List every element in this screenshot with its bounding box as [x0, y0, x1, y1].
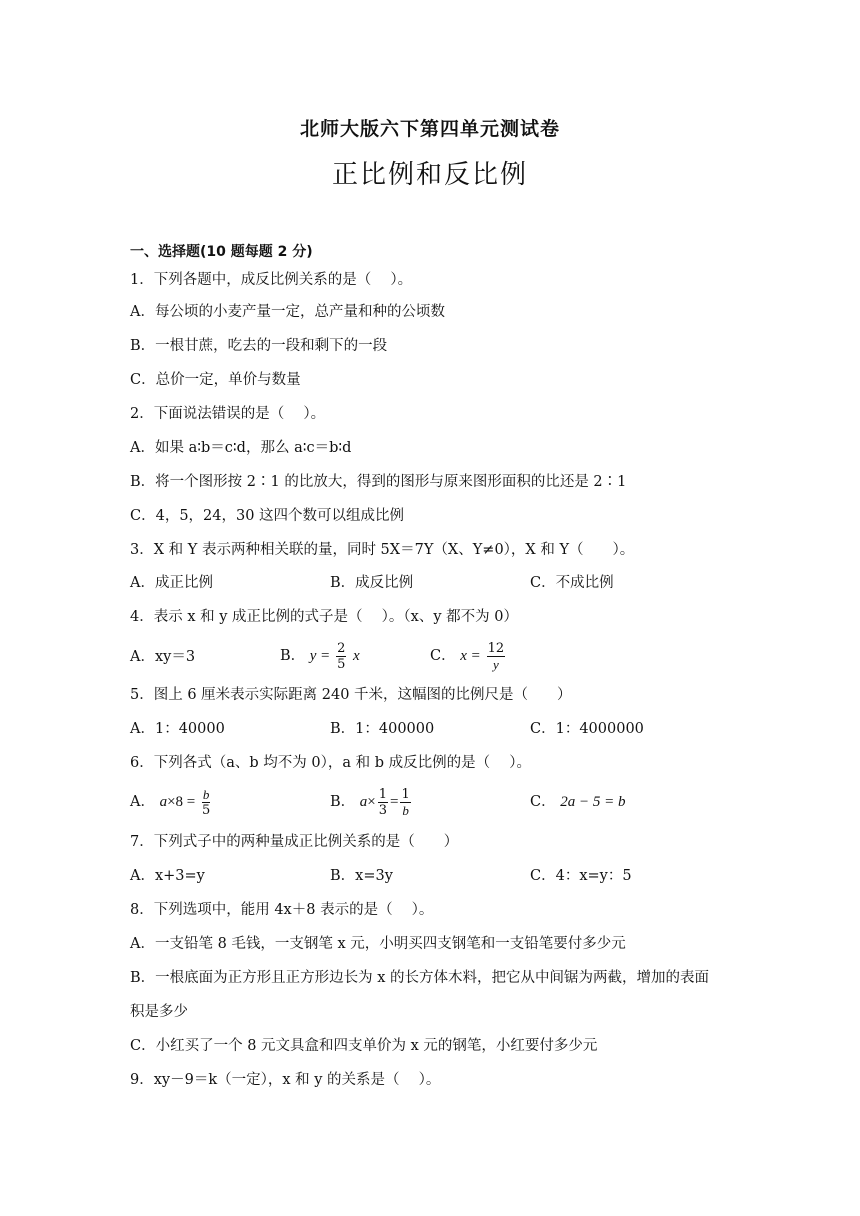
question-7-option-a: A．x+3=y: [130, 868, 205, 884]
section-heading: 一、选择题(10 题每题 2 分): [130, 244, 313, 260]
question-5-option-b: B．1：400000: [330, 721, 435, 737]
question-1-option-b: B．一根甘蔗，吃去的一段和剩下的一段: [130, 338, 388, 354]
question-6-option-c: [530, 792, 625, 812]
math-variable: x: [353, 648, 360, 664]
question-2-stem: 2．下面说法错误的是（ ）。: [130, 406, 326, 422]
fraction-numerator: 2: [337, 640, 346, 656]
question-4-option-a: A．xy＝3: [130, 649, 196, 665]
question-1-option-a: A．每公顷的小麦产量一定，总产量和种的公顷数: [130, 304, 445, 320]
question-1-option-c: C．总价一定，单价与数量: [130, 372, 301, 388]
question-2-option-b: B．将一个图形按 2∶1 的比放大，得到的图形与原来图形面积的比还是 2∶1: [130, 474, 627, 490]
question-5-option-a: A．1：40000: [130, 721, 225, 737]
math-variable: x: [460, 648, 467, 664]
option-label: B．: [330, 794, 356, 810]
math-variable: a: [159, 794, 168, 810]
question-7-stem: 7．下列式子中的两种量成正比例关系的是（ ）: [130, 834, 459, 850]
math-variable: y: [309, 648, 317, 664]
question-6-option-a: [130, 782, 212, 822]
question-7-option-b: B．x=3y: [330, 868, 393, 884]
page-title: 北师大版六下第四单元测试卷: [299, 118, 560, 140]
question-6-stem: 6．下列各式（a、b 均不为 0），a 和 b 成反比例的是（ ）。: [130, 755, 531, 771]
question-8-option-b-continued: 积是多少: [130, 1004, 188, 1020]
math-fraction: [487, 642, 506, 671]
option-label: A．: [130, 794, 155, 810]
question-7-option-c: C．4：x=y：5: [530, 868, 632, 884]
question-2-option-c: C．4，5，24，30 这四个数可以组成比例: [130, 508, 405, 524]
question-9-stem: 9．xy－9＝k（一定），x 和 y 的关系是（ ）。: [130, 1072, 441, 1088]
question-4-option-c: [430, 636, 507, 676]
page-subtitle: 正比例和反比例: [331, 160, 528, 190]
option-label: C．: [530, 794, 556, 810]
math-equals: =: [321, 648, 330, 664]
option-label: B．: [280, 648, 306, 664]
question-8-option-c: C．小红买了一个 8 元文具盒和四支单价为 x 元的钢笔，小红要付多少元: [130, 1038, 598, 1054]
math-equals: =: [390, 794, 399, 810]
math-operator: ×: [367, 794, 376, 810]
fraction-denominator: 5: [201, 802, 211, 818]
math-operator: ×8 =: [167, 794, 196, 810]
question-5-stem: 5．图上 6 厘米表示实际距离 240 千米，这幅图的比例尺是（ ）: [130, 687, 572, 703]
fraction-numerator: 1: [378, 786, 388, 802]
fraction-numerator: 1: [401, 786, 410, 802]
math-expression: 2a − 5 = b: [560, 794, 626, 810]
math-fraction: [378, 788, 388, 817]
math-fraction: [202, 788, 211, 817]
fraction-numerator: 12: [487, 640, 505, 656]
math-fraction: [336, 642, 346, 671]
question-4-option-b: [280, 636, 360, 676]
question-6-option-b: [330, 782, 413, 822]
math-fraction: [400, 788, 410, 817]
fraction-numerator: b: [202, 786, 210, 802]
math-equals: =: [471, 648, 480, 664]
question-3-stem: 3．X 和 Y 表示两种相关联的量，同时 5X＝7Y（X、Y≠0），X 和 Y（ ）。: [130, 542, 635, 558]
question-3-option-a: A．成正比例: [130, 575, 213, 591]
question-1-stem: 1．下列各题中，成反比例关系的是（ ）。: [130, 272, 413, 288]
question-3-option-c: C．不成比例: [530, 575, 614, 591]
question-4-stem: 4．表示 x 和 y 成正比例的式子是（ ）。（x、y 都不为 0）: [130, 609, 518, 625]
question-5-option-c: C．1：4000000: [530, 721, 644, 737]
fraction-denominator: 5: [337, 656, 346, 672]
question-8-stem: 8．下列选项中，能用 4x＋8 表示的是（ ）。: [130, 902, 434, 918]
question-3-option-b: B．成反比例: [330, 575, 414, 591]
question-8-option-a: A．一支铅笔 8 毛钱，一支钢笔 x 元，小明买四支钢笔和一支铅笔要付多少元: [130, 936, 626, 952]
question-2-option-a: A．如果 a∶b＝c∶d，那么 a∶c＝b∶d: [130, 440, 352, 456]
option-label: C．: [430, 648, 456, 664]
fraction-denominator: y: [492, 656, 499, 672]
fraction-denominator: 3: [378, 802, 388, 818]
math-variable: a: [359, 794, 368, 810]
fraction-denominator: b: [402, 802, 409, 818]
question-8-option-b: B．一根底面为正方形且正方形边长为 x 的长方体木料，把它从中间锯为两截，增加的表面: [130, 970, 710, 986]
